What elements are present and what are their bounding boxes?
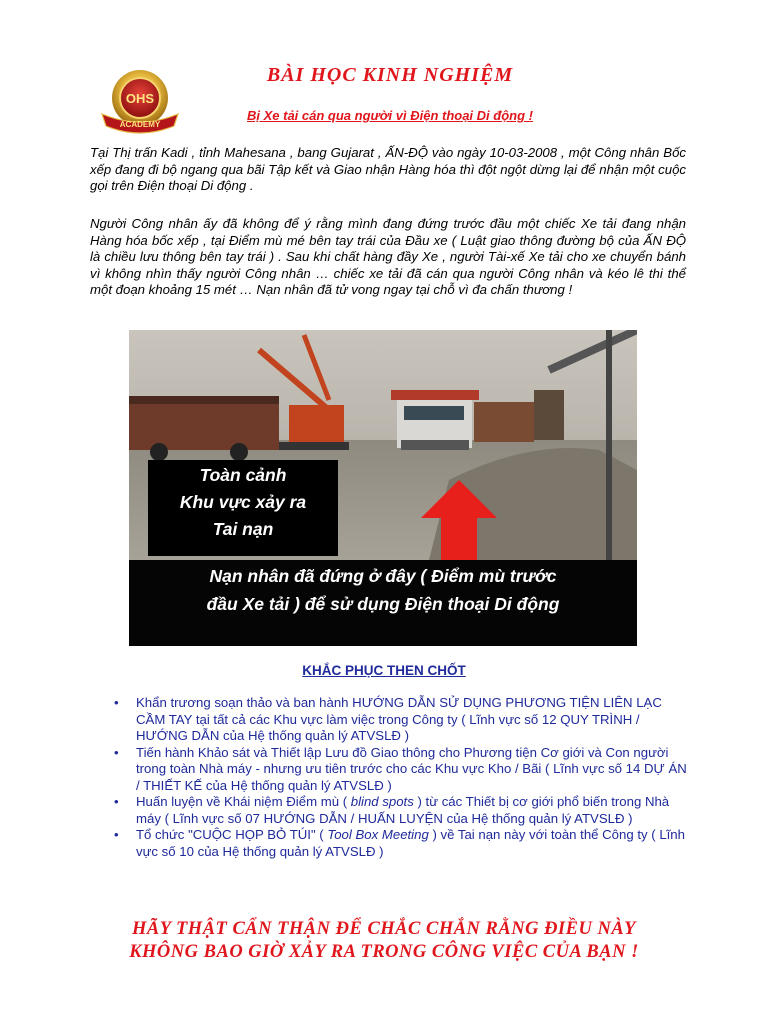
footer-line-1: HÃY THẬT CẨN THẬN ĐỂ CHẮC CHẮN RẰNG ĐIỀU NÀY <box>132 919 636 939</box>
caption-bottom-line-1: Nạn nhân đã đứng ở đây ( Điểm mù trước <box>209 566 557 586</box>
photo-caption-box <box>148 460 338 556</box>
list-item-text-post: ) từ các Thiết bị cơ giới phổ biến trong Nhà máy ( Lĩnh vực số 07 HƯỚNG DẪN / HUẤN LUYỆN của Hệ thống quản lý ATVSLĐ ) <box>136 794 670 826</box>
paragraph-1: Tại Thị trấn Kadi , tỉnh Mahesana , bang Gujarat , ẤN-ĐỘ vào ngày 10-03-2008 , một Công nhân Bốc xếp đang đi bộ ngang qua bãi Tập kết và Giao nhận Hàng hóa thì đột ngột dừng lại để nhận một cuộc gọi trên Điện thoại Di động . <box>90 145 686 194</box>
corrective-actions-list <box>113 695 689 860</box>
list-item-text-post: ) về Tai nạn này với toàn thể Công ty ( Lĩnh vực số 10 của Hệ thống quản lý ATVSLĐ ) <box>136 827 685 859</box>
ohs-academy-logo <box>94 68 186 138</box>
page-subtitle: Bị Xe tải cán qua người vì Điện thoại Di động ! <box>247 108 533 123</box>
paragraph-2: Người Công nhân ấy đã không để ý rằng mình đang đứng trước đầu một chiếc Xe tải đang nhận Hàng hóa bốc xếp , tại Điểm mù mé bên tay trái của Đầu xe ( Luật giao thông đường bộ của ẤN ĐỘ là chiều lưu thông bên tay trái ) . Sau khi chất hàng đầy Xe , người Tài-xế Xe tải cho xe chuyển bánh vì không nhìn thấy người Công nhân … chiếc xe tải đã cán qua người Công nhân và kéo lê thi thể một đoạn khoảng 15 mét … Nạn nhân đã tử vong ngay tại chỗ vì đa chấn thương ! <box>90 216 686 298</box>
list-item <box>113 745 689 795</box>
page-title: BÀI HỌC KINH NGHIỆM <box>266 64 514 86</box>
footer-warning <box>70 918 698 964</box>
footer-line-2: KHÔNG BAO GIỜ XẢY RA TRONG CÔNG VIỆC CỦA BẠN ! <box>129 942 639 962</box>
caption-bottom-line-2: đầu Xe tải ) để sử dụng Điện thoại Di động <box>206 594 560 614</box>
list-item <box>113 794 689 827</box>
photo-caption-bottom <box>129 562 637 622</box>
logo-ribbon-text: ACADEMY <box>119 120 161 129</box>
list-item-text: Khẩn trương soạn thảo và ban hành HƯỚNG DẪN SỬ DỤNG PHƯƠNG TIỆN LIÊN LẠC CẦM TAY tại tất cả các Khu vực làm việc trong Công ty ( Lĩnh vực số 12 QUY TRÌNH / HƯỚNG DẪN của Hệ thống quản lý ATVSLĐ ) <box>136 695 662 743</box>
list-item <box>113 695 689 745</box>
list-item-emphasis: blind spots <box>350 794 414 809</box>
section-title: KHẮC PHỤC THEN CHỐT <box>302 663 466 678</box>
list-item-text-pre: Huấn luyện về Khái niệm Điểm mù ( <box>136 794 351 809</box>
list-item <box>113 827 689 860</box>
caption-box-line-2: Khu vực xảy ra <box>179 492 307 512</box>
logo-text: OHS <box>125 91 155 106</box>
caption-box-line-1: Toàn cảnh <box>199 465 287 485</box>
list-item-emphasis: Tool Box Meeting <box>327 827 429 842</box>
list-item-text: Tiến hành Khảo sát và Thiết lập Lưu đồ Giao thông cho Phương tiện Cơ giới và Con người trong toàn Nhà máy - nhưng ưu tiên trước cho các Khu vực Kho / Bãi ( Lĩnh vực số 14 DỰ ÁN / THIẾT KẾ của Hệ thống quản lý ATVSLĐ ) <box>136 744 687 793</box>
caption-box-line-3: Tai nạn <box>212 519 274 539</box>
list-item-text-pre: Tổ chức "CUỘC HỌP BỎ TÚI" ( <box>136 827 328 842</box>
